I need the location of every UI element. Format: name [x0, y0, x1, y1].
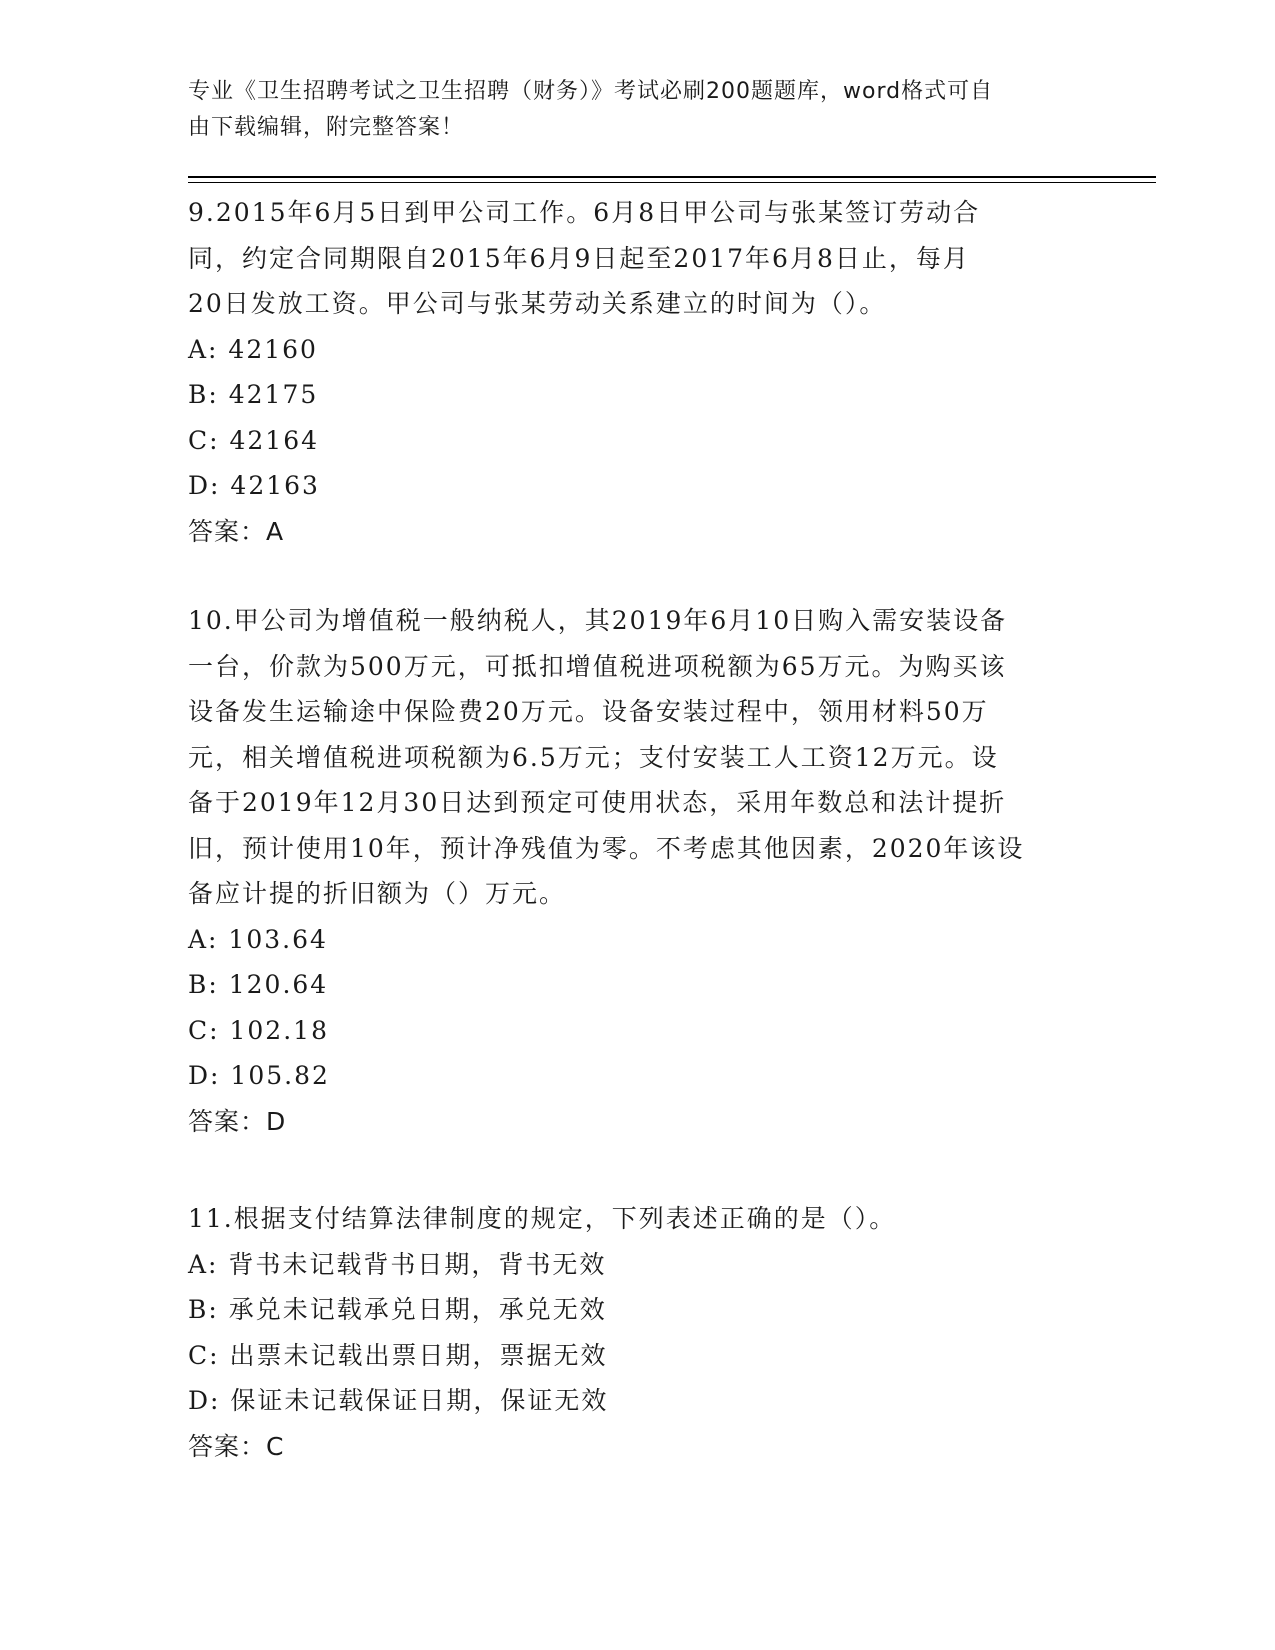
question-10: [188, 598, 1088, 1144]
header-rule-thin: [188, 182, 1156, 183]
option-b: B: 承兑未记载承兑日期，承兑无效: [188, 1295, 607, 1324]
option-d: D: 105.82: [188, 1061, 330, 1090]
option-d: D: 42163: [188, 471, 320, 500]
header-line-2: 由下载编辑，附完整答案！: [188, 115, 465, 140]
answer: 答案：A: [188, 516, 285, 546]
question-stem-line: 10.甲公司为增值税一般纳税人，其2019年6月10日购入需安装设备: [188, 606, 1008, 635]
document-header: [188, 74, 1068, 146]
option-d: D: 保证未记载保证日期，保证无效: [188, 1386, 609, 1415]
option-c: C: 102.18: [188, 1015, 329, 1045]
question-stem-line: 11.根据支付结算法律制度的规定，下列表述正确的是（）。: [188, 1204, 897, 1233]
question-stem-line: 备于2019年12月30日达到预定可使用状态，采用年数总和法计提折: [188, 788, 1007, 817]
question-stem-line: 设备发生运输途中保险费20万元。设备安装过程中，领用材料50万: [188, 697, 989, 726]
header-rule-thick: [188, 176, 1156, 178]
question-11: [188, 1196, 1088, 1469]
option-a: A: 背书未记载背书日期，背书无效: [188, 1249, 607, 1279]
option-c: C: 出票未记载出票日期，票据无效: [188, 1340, 608, 1370]
option-c: C: 42164: [188, 425, 320, 455]
option-b: B: 120.64: [188, 970, 329, 999]
question-stem-line: 20日发放工资。甲公司与张某劳动关系建立的时间为（）。: [188, 289, 887, 318]
question-stem-line: 元，相关增值税进项税额为6.5万元；支付安装工人工资12万元。设: [188, 742, 999, 772]
option-b: B: 42175: [188, 380, 319, 409]
answer: 答案：C: [188, 1431, 285, 1461]
question-stem-line: 9.2015年6月5日到甲公司工作。6月8日甲公司与张某签订劳动合: [188, 198, 981, 227]
question-9: [188, 190, 1088, 554]
option-a: A: 42160: [188, 334, 318, 364]
question-stem-line: 一台，价款为500万元，可抵扣增值税进项税额为65万元。为购买该: [188, 651, 1007, 681]
answer: 答案：D: [188, 1106, 287, 1136]
header-line-1: 专业《卫生招聘考试之卫生招聘（财务）》考试必刷200题题库，word格式可自: [188, 79, 994, 104]
question-stem-line: 备应计提的折旧额为（）万元。: [188, 879, 567, 908]
question-stem-line: 同，约定合同期限自2015年6月9日起至2017年6月8日止，每月: [188, 243, 970, 273]
option-a: A: 103.64: [188, 924, 328, 954]
question-stem-line: 旧，预计使用10年，预计净残值为零。不考虑其他因素，2020年该设: [188, 833, 1025, 863]
